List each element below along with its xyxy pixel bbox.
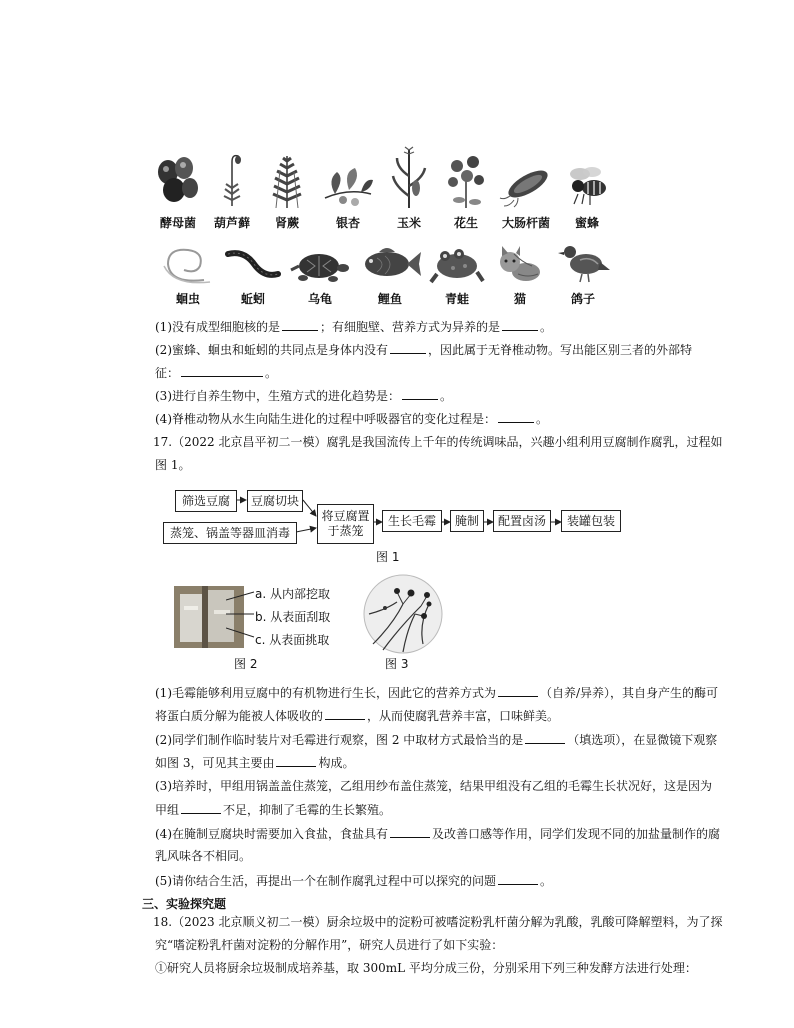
organism-corn (380, 146, 438, 231)
organism-yeast (150, 146, 206, 231)
q17-part4: (4)在腌制豆腐块时需要加入食盐，食盐具有 及改善口感等作用，同学们发现不同的加盐量制作的腐 (155, 827, 721, 841)
q18-line2: 究“嗜淀粉乳杆菌对淀粉的分解作用”，研究人员进行了如下实验： (155, 938, 504, 952)
answer-blank[interactable] (325, 707, 365, 720)
answer-blank[interactable] (498, 684, 538, 697)
q18-line3: ①研究人员将厨余垃圾制成培养基，取 300mL 平均分成三份，分别采用下列三种发酵方法进行处理： (155, 961, 697, 975)
figure3-caption: 图 3 (385, 657, 409, 671)
organism-roundworm (155, 240, 221, 307)
bee-image (562, 164, 612, 208)
organism-carp (355, 240, 425, 307)
q17-part5: (5)请你结合生活，再提出一个在制作腐乳过程中可以探究的问题 。 (155, 874, 553, 888)
organism-row-1 (150, 146, 620, 231)
flow-box-select-tofu: 筛选豆腐 (175, 490, 237, 512)
organism-label: 鲤鱼 (377, 292, 402, 306)
organism-label: 银杏 (335, 216, 360, 230)
organism-fern (258, 146, 316, 231)
earthworm-image (224, 244, 282, 284)
corn-image (389, 146, 429, 208)
organism-ginkgo (316, 146, 380, 231)
organism-label: 大肠杆菌 (501, 216, 550, 230)
flow-box-grow-mold: 生长毛霉 (382, 510, 442, 532)
answer-blank[interactable] (181, 801, 221, 814)
pigeon-image (556, 240, 610, 284)
q17-intro-cont: 图 1。 (155, 458, 191, 472)
q17-part3-cont: 甲组 不足，抑制了毛霉的生长繁殖。 (155, 803, 392, 817)
organism-label: 蛔虫 (175, 292, 200, 306)
section-heading: 三、实验探究题 (142, 897, 227, 911)
yeast-image (154, 152, 202, 208)
figure2-caption: 图 2 (234, 657, 258, 671)
q16-part3: (3)进行自养生物中，生殖方式的进化趋势是： 。 (155, 389, 453, 403)
figure3-micrograph (363, 574, 443, 654)
peanut-image (443, 152, 489, 208)
q16-part1: (1)没有成型细胞核的是 ；有细胞壁、营养方式为异养的是 。 (155, 320, 553, 334)
answer-blank[interactable] (498, 872, 538, 885)
q17-part2-cont: 如图 3，可见其主要由 构成。 (155, 756, 355, 770)
q16-part2: (2)蜜蜂、蛔虫和蚯蚓的共同点是身体内没有 ，因此属于无脊椎动物。写出能区别三者的外部特 (155, 343, 693, 357)
organism-label: 蜜蜂 (574, 216, 599, 230)
q16-part2-cont: 征： 。 (155, 366, 278, 380)
q18-line1: 18.（2023 北京顺义初二一模）厨余垃圾中的淀粉可被嗜淀粉乳杆菌分解为乳酸，乳酸可降解塑料，为了探 (153, 915, 723, 929)
answer-blank[interactable] (282, 318, 318, 331)
organism-cat (489, 240, 551, 307)
organism-label: 蚯蚓 (240, 292, 265, 306)
moss-image (212, 150, 252, 208)
fern-image (264, 150, 310, 208)
figure2-option-c: c. 从表面挑取 (255, 633, 330, 647)
organism-moss (206, 146, 258, 231)
organism-peanut (438, 146, 494, 231)
organism-ecoli (494, 146, 558, 231)
flow-box-cut-tofu: 豆腐切块 (247, 490, 303, 512)
roundworm-image (160, 244, 216, 284)
flow-box-sterilize: 蒸笼、锅盖等器皿消毒 (163, 522, 297, 544)
ecoli-image (498, 164, 554, 208)
organism-label: 花生 (453, 216, 478, 230)
carp-image (359, 244, 421, 284)
q17-intro: 17.（2022 北京昌平初二一模）腐乳是我国流传上千年的传统调味品，兴趣小组利用豆腐制作腐乳，过程如 (153, 435, 723, 449)
answer-blank[interactable] (402, 387, 438, 400)
answer-blank[interactable] (390, 341, 426, 354)
cat-image (494, 244, 546, 284)
q16-part4: (4)脊椎动物从水生向陆生进化的过程中呼吸器官的变化过程是： 。 (155, 412, 549, 426)
organism-earthworm (221, 240, 285, 307)
figure2-option-b: b. 从表面刮取 (255, 610, 331, 624)
organism-label: 葫芦藓 (213, 216, 250, 230)
answer-blank[interactable] (181, 364, 263, 377)
answer-blank[interactable] (525, 731, 565, 744)
organism-label: 酵母菌 (159, 216, 196, 230)
organism-row-2 (155, 240, 615, 307)
organism-label: 青蛙 (444, 292, 469, 306)
q17-part1: (1)毛霉能够利用豆腐中的有机物进行生长，因此它的营养方式为 （自养/异养），其自身产生的酶可 (155, 686, 719, 700)
flow-box-pickle: 腌制 (450, 510, 484, 532)
flow-box-place-tofu: 将豆腐置于蒸笼 (317, 504, 374, 544)
q17-part2: (2)同学们制作临时装片对毛霉进行观察，图 2 中取材方式最恰当的是 （填选项），在显微镜下观察 (155, 733, 718, 747)
answer-blank[interactable] (502, 318, 538, 331)
figure2-option-a: a. 从内部挖取 (255, 587, 330, 601)
organism-label: 猫 (513, 292, 526, 306)
answer-blank[interactable] (498, 410, 534, 423)
flow-box-package: 装罐包装 (561, 510, 621, 532)
answer-blank[interactable] (390, 825, 430, 838)
turtle-image (289, 244, 351, 284)
q17-part3: (3)培养时，甲组用锅盖盖住蒸笼，乙组用纱布盖住蒸笼，结果甲组没有乙组的毛霉生长状况好，这是因为 (155, 779, 713, 793)
organism-turtle (285, 240, 355, 307)
q17-part1-cont: 将蛋白质分解为能被人体吸收的 ，从而使腐乳营养丰富，口味鲜美。 (155, 709, 560, 723)
ginkgo-image (321, 158, 375, 208)
organism-label: 鸽子 (570, 292, 595, 306)
q17-part4-cont: 乳风味各不相同。 (155, 849, 252, 863)
organism-label: 乌龟 (307, 292, 332, 306)
figure2-pointer-lines (226, 590, 256, 642)
organism-label: 肾蕨 (274, 216, 299, 230)
organism-label: 玉米 (396, 216, 421, 230)
organism-bee (558, 146, 616, 231)
answer-blank[interactable] (276, 754, 316, 767)
organism-pigeon (551, 240, 615, 307)
figure1-caption: 图 1 (376, 550, 400, 564)
frog-image (429, 244, 485, 284)
organism-frog (425, 240, 489, 307)
flow-box-brine: 配置卤汤 (493, 510, 551, 532)
